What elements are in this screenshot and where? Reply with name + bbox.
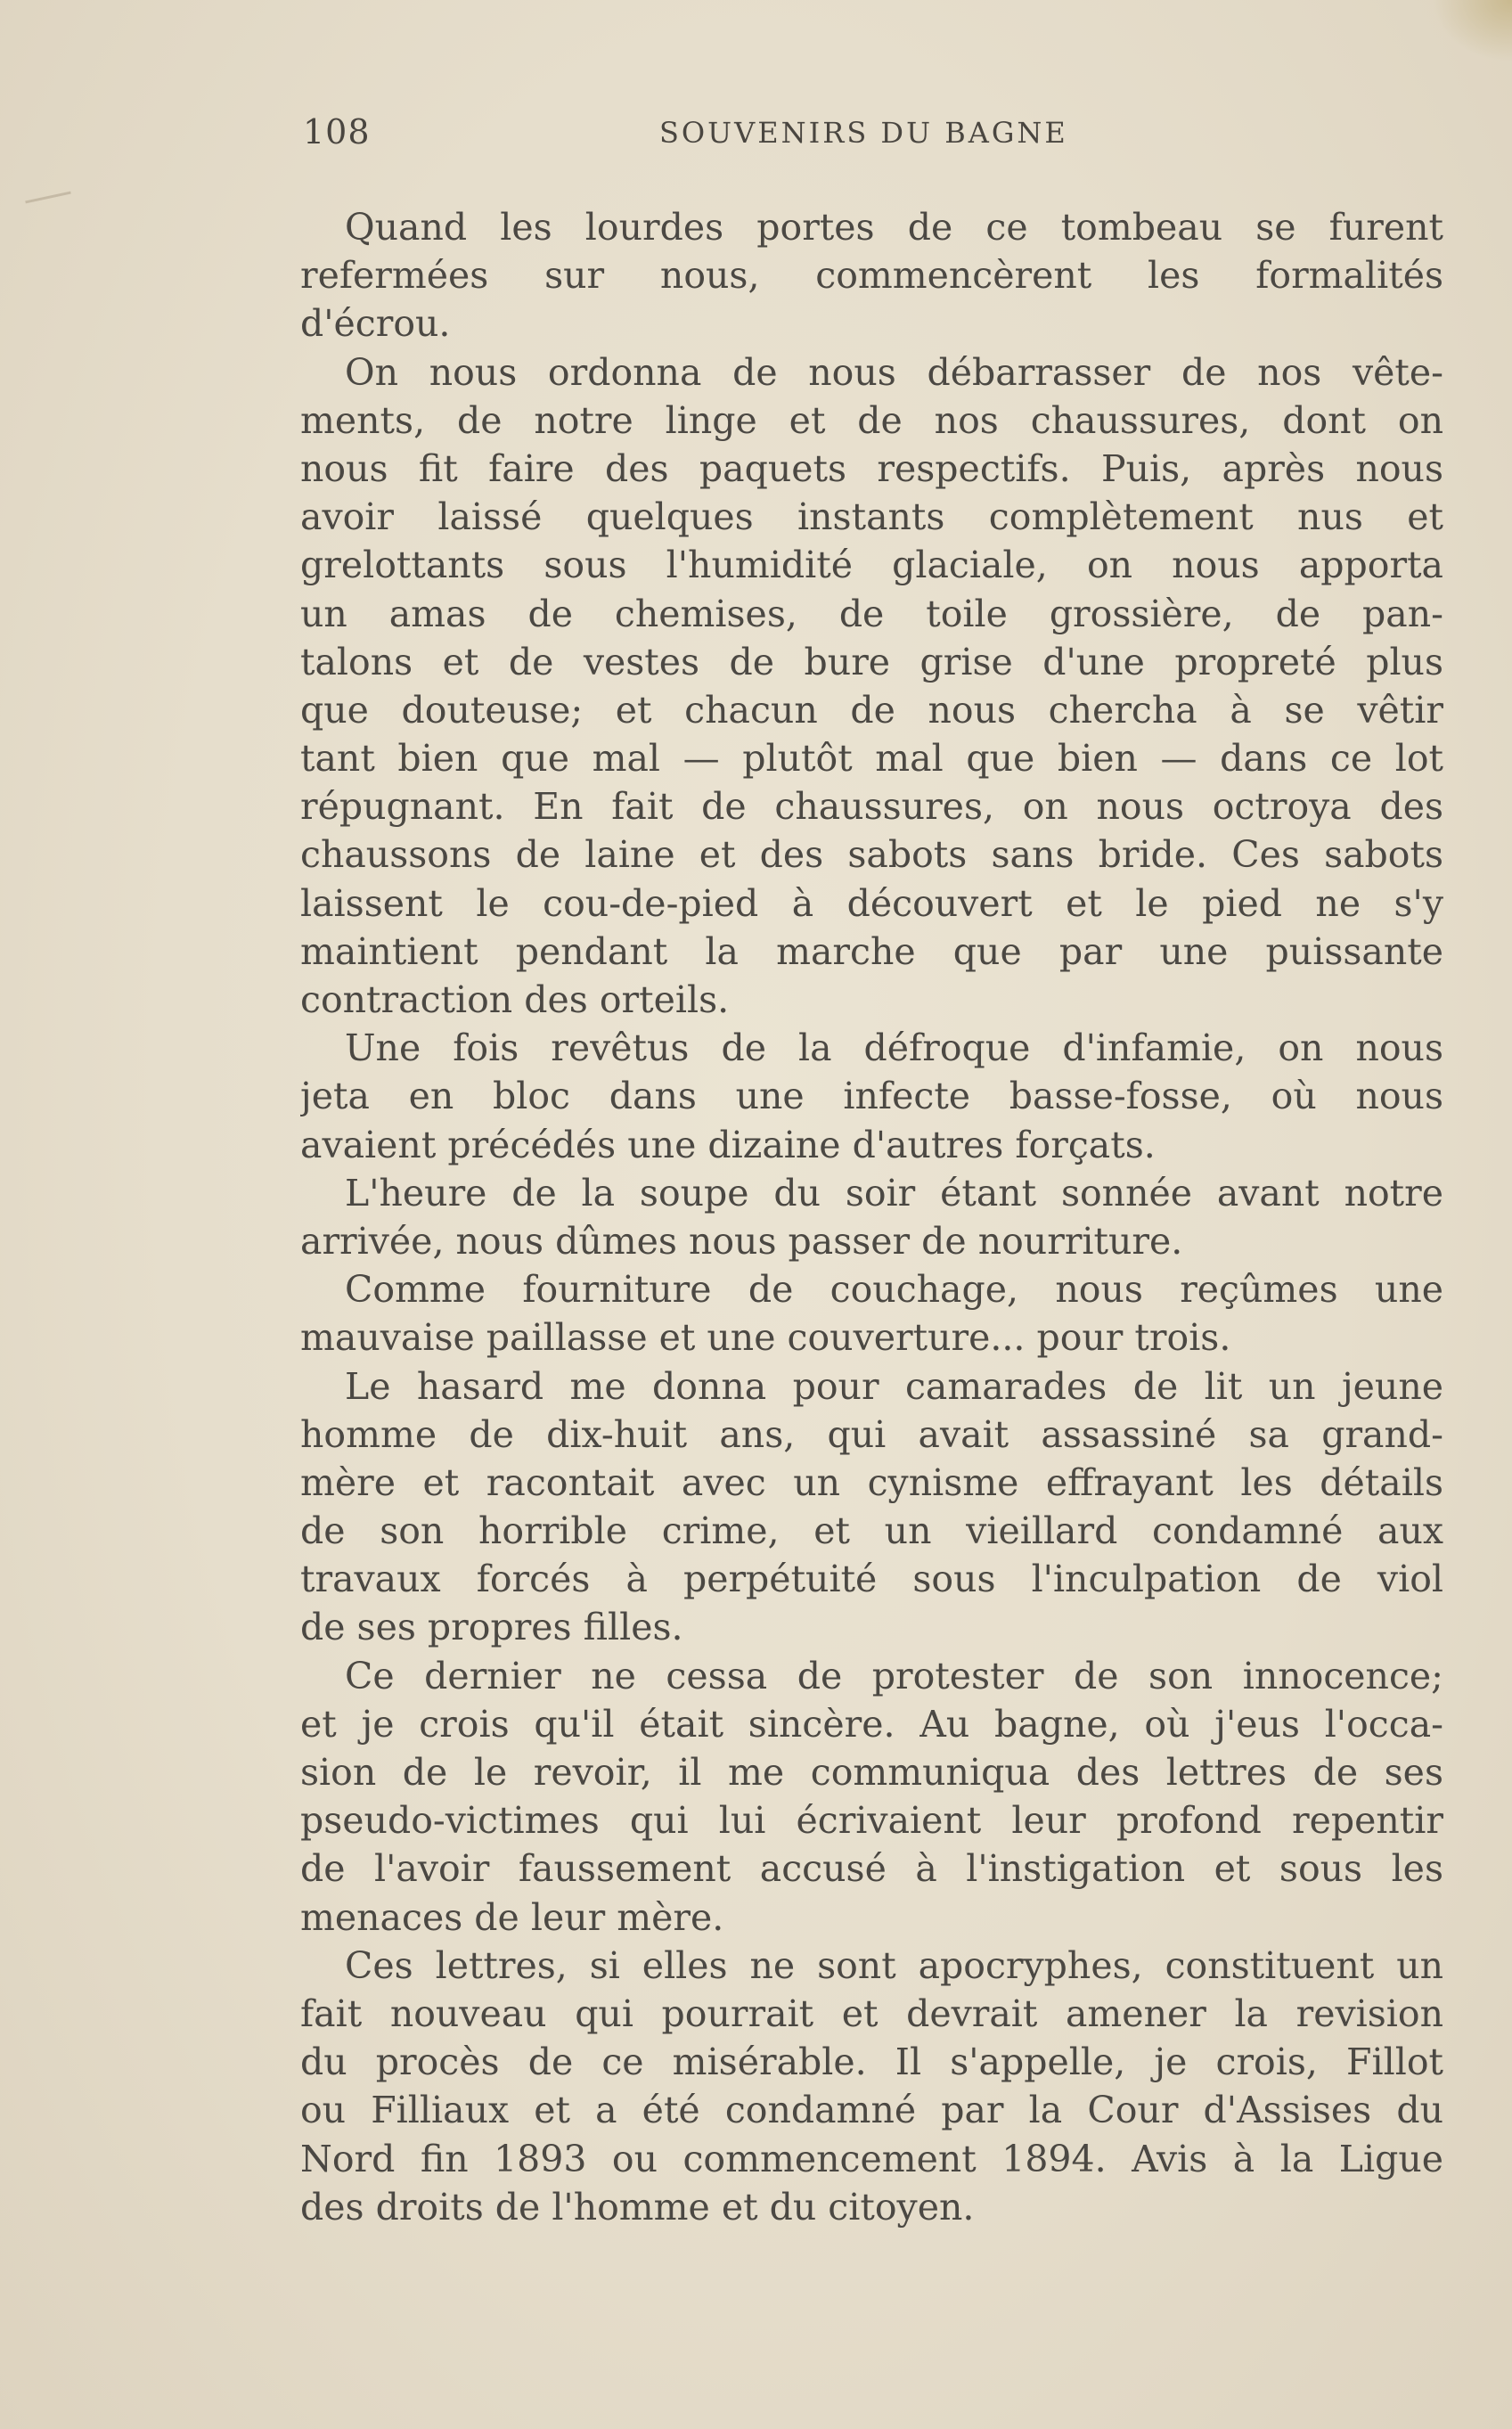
- text-line: laissent le cou-de-pied à découvert et le pied ne s'y: [300, 881, 1443, 925]
- text-line: arrivée, nous dûmes nous passer de nourriture.: [300, 1219, 1183, 1263]
- text-line: Ce dernier ne cessa de protester de son innocence;: [345, 1654, 1443, 1697]
- text-line: pseudo-victimes qui lui écrivaient leur profond repentir: [300, 1799, 1443, 1843]
- text-line: d'écrou.: [300, 302, 451, 346]
- page-number: 108: [303, 112, 371, 151]
- text-line: et je crois qu'il était sincère. Au bagne, où j'eus l'occa-: [300, 1702, 1443, 1746]
- text-line: maintient pendant la marche que par une puissante: [300, 929, 1443, 973]
- text-line: chaussons de laine et des sabots sans bride. Ces sabots: [300, 833, 1443, 877]
- text-line: contraction des orteils.: [300, 978, 730, 1021]
- text-line: grelottants sous l'humidité glaciale, on nous apporta: [300, 544, 1443, 587]
- text-line: un amas de chemises, de toile grossière, de pan-: [300, 592, 1443, 635]
- text-line: tant bien que mal — plutôt mal que bien — dans ce lot: [300, 737, 1443, 781]
- running-title: SOUVENIRS DU BAGNE: [659, 116, 1068, 150]
- text-line: homme de dix-huit ans, qui avait assassiné sa grand-: [300, 1412, 1443, 1456]
- text-line: Le hasard me donna pour camarades de lit un jeune: [345, 1364, 1443, 1408]
- text-line: de son horrible crime, et un vieillard condamné aux: [300, 1509, 1443, 1553]
- text-line: refermées sur nous, commencèrent les formalités: [300, 254, 1443, 298]
- text-line: ments, de notre linge et de nos chaussures, dont on: [300, 398, 1443, 442]
- text-line: Nord fin 1893 ou commencement 1894. Avis à la Ligue: [300, 2137, 1443, 2180]
- text-line: mauvaise paillasse et une couverture... pour trois.: [300, 1316, 1231, 1360]
- text-line: répugnant. En fait de chaussures, on nous octroya des: [300, 785, 1443, 829]
- text-line: jeta en bloc dans une infecte basse-fosse, où nous: [300, 1075, 1443, 1118]
- text-line: que douteuse; et chacun de nous chercha à se vêtir: [300, 688, 1443, 732]
- text-line: avaient précédés une dizaine d'autres forçats.: [300, 1123, 1156, 1166]
- page-header: [303, 112, 1194, 157]
- body-text: [300, 203, 1443, 2231]
- text-line: mère et racontait avec un cynisme effrayant les détails: [300, 1460, 1443, 1504]
- text-line: L'heure de la soupe du soir étant sonnée avant notre: [345, 1171, 1443, 1214]
- text-line: de l'avoir faussement accusé à l'instigation et sous les: [300, 1847, 1443, 1891]
- text-line: menaces de leur mère.: [300, 1895, 724, 1939]
- text-line: Quand les lourdes portes de ce tombeau se furent: [345, 206, 1443, 249]
- text-line: avoir laissé quelques instants complètement nus et: [300, 495, 1443, 539]
- text-line: de ses propres filles.: [300, 1606, 683, 1649]
- text-line: Ces lettres, si elles ne sont apocryphes, constituent un: [345, 1943, 1443, 1987]
- text-line: Comme fourniture de couchage, nous reçûmes une: [345, 1268, 1443, 1312]
- text-line: travaux forcés à perpétuité sous l'inculpation de viol: [300, 1558, 1443, 1601]
- text-line: fait nouveau qui pourrait et devrait amener la revision: [300, 1991, 1443, 2035]
- text-line: du procès de ce misérable. Il s'appelle, je crois, Fillot: [300, 2041, 1443, 2084]
- text-line: nous fit faire des paquets respectifs. Puis, après nous: [300, 446, 1443, 490]
- text-line: sion de le revoir, il me communiqua des lettres de ses: [300, 1751, 1443, 1794]
- text-line: Une fois revêtus de la défroque d'infamie, on nous: [345, 1026, 1443, 1070]
- text-line: talons et de vestes de bure grise d'une propreté plus: [300, 640, 1443, 683]
- text-line: des droits de l'homme et du citoyen.: [300, 2185, 975, 2229]
- paper-stain: [1432, 0, 1512, 62]
- text-line: ou Filliaux et a été condamné par la Cour d'Assises du: [300, 2089, 1443, 2132]
- margin-pencil-mark: [25, 192, 70, 204]
- text-line: On nous ordonna de nous débarrasser de nos vête-: [345, 350, 1443, 394]
